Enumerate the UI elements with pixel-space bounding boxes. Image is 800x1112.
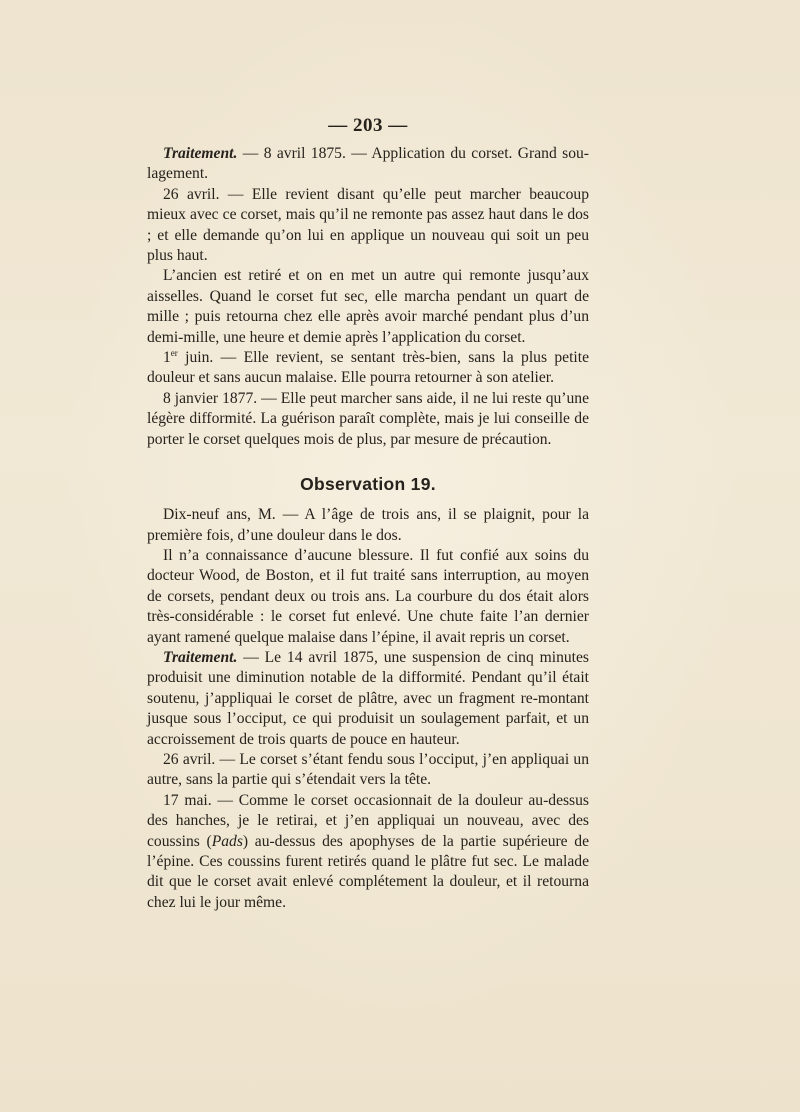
ordinal-number: 1 — [163, 349, 171, 367]
paragraph-1er-juin — [147, 348, 589, 389]
paragraph-ancien-corset: L’ancien est retiré et on en met un autre qui remonte jusqu’aux aisselles. Quand le corset fut sec, elle marcha pendant un quart de mille ; puis retourna chez elle après avoir marché pendant plus d’un demi-mille, une heure et demie après l’application du corset. — [147, 267, 589, 346]
observation-history: Il n’a connaissance d’aucune blessure. Il fut confié aux soins du docteur Wood, de Boston, et il fut traité sans interruption, au moyen de corsets, pendant deux ou trois ans. La courbure du dos était alors très-considérable : le corset fut enlevé. Une chute faite l’an dernier ayant ramené quelque malaise dans l’épine, il avait repris un corset. — [147, 546, 589, 646]
page-number: — 203 — — [328, 115, 408, 136]
treatment-lead: Traitement. — [163, 145, 238, 162]
observation-heading: Observation 19. — [300, 474, 436, 495]
observation-intro: Dix-neuf ans, M. — A l’âge de trois ans, il se plaignit, pour la première fois, d’une douleur dans le dos. — [147, 506, 589, 544]
treatment-text: — 8 avril 1875. — Application du corset. Grand sou-lagement. — [147, 145, 589, 183]
observation-treatment-lead: Traitement. — [163, 648, 238, 666]
ordinal-suffix: er — [170, 347, 178, 358]
observation-26-avril: 26 avril. — Le corset s’étant fendu sous l’occiput, j’en appliquai un autre, sans la partie qui s’étendait vers la tête. — [147, 750, 589, 789]
pads-term: Pads — [211, 832, 243, 850]
observation-treatment-text: — Le 14 avril 1875, une suspension de cinq minutes produisit une diminution notable de la difformité. Pendant qu’il était soutenu, j’appliquai le corset de plâtre, avec un fragment re-montant jusque sous l’occiput, ce qui produisit un soulagement parfait, et un accroissement de trois quarts de pouce en hauteur. — [147, 648, 589, 748]
paragraph-8-janvier: 8 janvier 1877. — Elle peut marcher sans aide, il ne lui reste qu’une légère difformité. La guérison paraît complète, mais je lui conseille de porter le corset quelques mois de plus, par mesure de précaution. — [147, 389, 589, 448]
observation-17-mai — [147, 791, 589, 913]
observation-treatment — [147, 648, 589, 750]
observation-17-mai-a: 17 mai. — Comme le corset occasionnait de la douleur au-dessus des hanches, je le retirai, et j’en appliquai un nouveau, avec des coussins ( — [147, 791, 589, 850]
treatment-paragraph — [147, 144, 589, 185]
observation-17-mai-b: ) au-dessus des apophyses de la partie supérieure de l’épine. Ces coussins furent retirés quand le plâtre fut sec. Le malade dit que le corset avait enlevé complétement la douleur, et il retourna chez lui le jour même. — [147, 832, 589, 911]
page-text-block — [147, 114, 589, 913]
paragraph-1er-juin-text: juin. — Elle revient, se sentant très-bien, sans la plus petite douleur et sans aucun malaise. Elle pourra retourner à son atelier. — [147, 349, 589, 387]
paragraph-26-avril: 26 avril. — Elle revient disant qu’elle peut marcher beaucoup mieux avec ce corset, mais qu’il ne remonte pas assez haut dans le dos ; et elle demande qu’on lui en applique un nouveau qui soit un peu plus haut. — [147, 185, 589, 265]
